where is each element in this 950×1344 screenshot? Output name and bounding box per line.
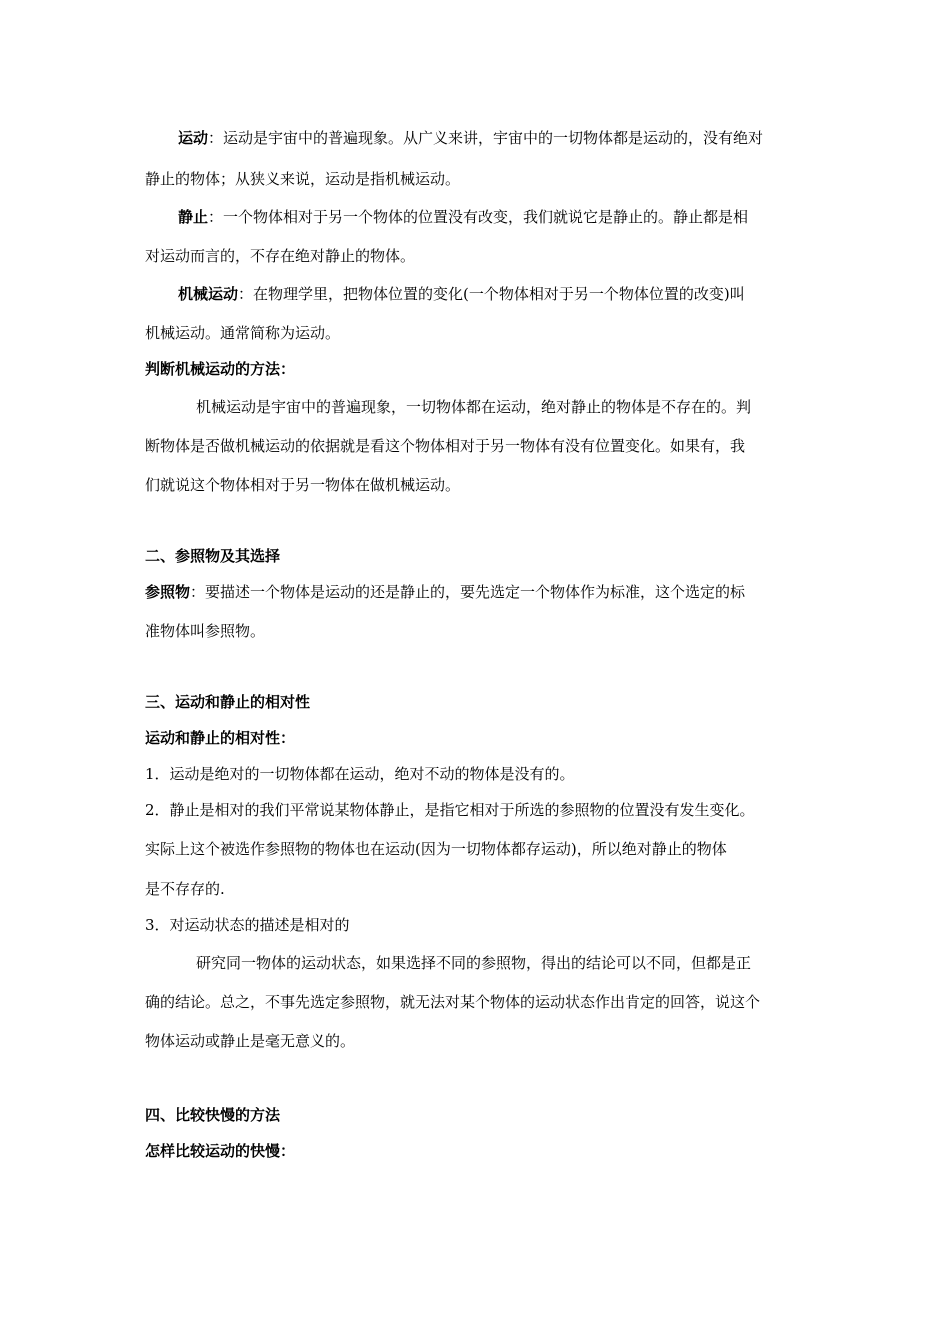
relativity-title: 运动和静止的相对性： [145, 729, 296, 747]
method-title: 判断机械运动的方法： [145, 360, 296, 378]
mech-term: 机械运动 [178, 285, 239, 303]
mech-line-1: 机械运动：在物理学里，把物体位置的变化(一个物体相对于另一个物体位置的改变)叫 [178, 285, 745, 303]
relativity-item-2-end: 是不存存的. [145, 880, 225, 898]
relativity-item-2-cont: 实际上这个被选作参照物的物体也在运动(因为一切物体都存运动)，所以绝对静止的物体 [145, 840, 727, 858]
motion-line-1: 运动：运动是宇宙中的普遍现象。从广义来讲，宇宙中的一切物体都是运动的，没有绝对 [178, 129, 764, 147]
method-line-3: 们就说这个物体相对于另一物体在做机械运动。 [145, 476, 461, 494]
ref-line-1: 参照物：要描述一个物体是运动的还是静止的，要先选定一个物体作为标准，这个选定的标 [145, 583, 746, 601]
relativity-item-1: 1．运动是绝对的一切物体都在运动，绝对不动的物体是没有的。 [145, 765, 575, 783]
section-3-heading: 三、运动和静止的相对性 [145, 693, 311, 711]
rest-term: 静止 [178, 208, 209, 226]
rest-line-1: 静止：一个物体相对于另一个物体的位置没有改变，我们就说它是静止的。静止都是相 [178, 208, 749, 226]
rest-line-2: 对运动而言的，不存在绝对静止的物体。 [145, 247, 416, 265]
relativity-para-line-1: 研究同一物体的运动状态，如果选择不同的参照物，得出的结论可以不同，但都是正 [196, 954, 752, 972]
relativity-item-2: 2．静止是相对的我们平常说某物体静止，是指它相对于所选的参照物的位置没有发生变化。 [145, 801, 755, 819]
relativity-item-3: 3．对运动状态的描述是相对的 [145, 916, 350, 934]
method-line-1: 机械运动是宇宙中的普遍现象，一切物体都在运动，绝对静止的物体是不存在的。判 [196, 398, 752, 416]
motion-line-2: 静止的物体；从狭义来说，运动是指机械运动。 [145, 170, 461, 188]
section-2-heading: 二、参照物及其选择 [145, 547, 281, 565]
relativity-para-line-2: 确的结论。总之，不事先选定参照物，就无法对某个物体的运动状态作出肯定的回答，说这个 [145, 993, 761, 1011]
section-4-heading: 四、比较快慢的方法 [145, 1106, 281, 1124]
speed-title: 怎样比较运动的快慢： [145, 1142, 296, 1160]
relativity-para-line-3: 物体运动或静止是毫无意义的。 [145, 1032, 356, 1050]
motion-term: 运动 [178, 129, 209, 147]
method-line-2: 断物体是否做机械运动的依据就是看这个物体相对于另一物体有没有位置变化。如果有，我 [145, 437, 746, 455]
mech-line-2: 机械运动。通常简称为运动。 [145, 324, 341, 342]
ref-term: 参照物 [145, 583, 191, 601]
ref-line-2: 准物体叫参照物。 [145, 622, 266, 640]
